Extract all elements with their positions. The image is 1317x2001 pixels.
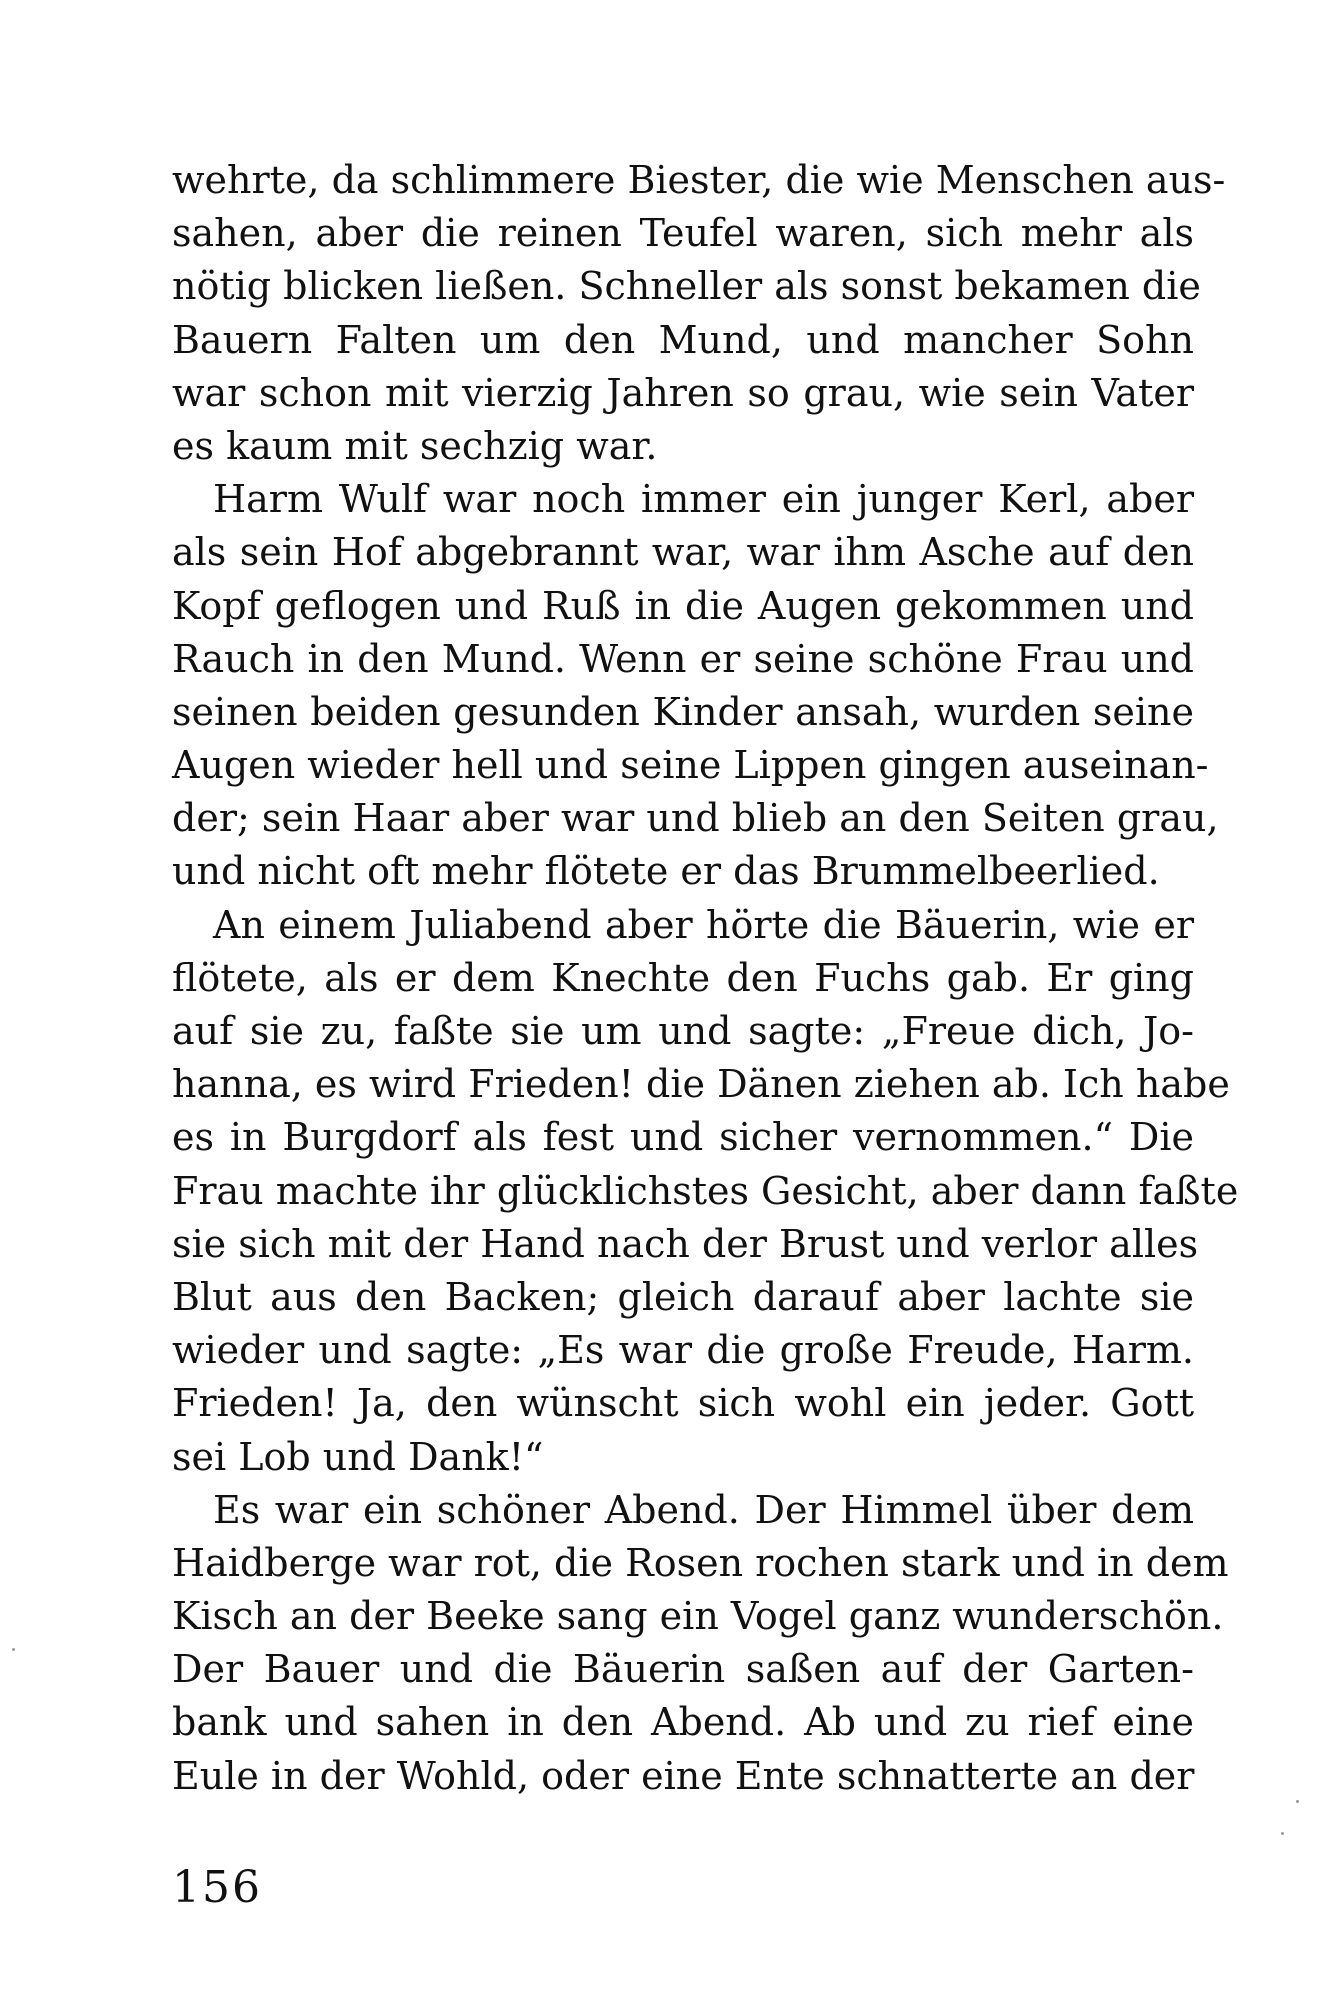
text-line: es kaum mit sechzig war. [172, 423, 658, 468]
text-line: nötig blicken ließen. Schneller als sonst bekamen die [172, 264, 1201, 309]
scan-speck [1296, 1800, 1299, 1803]
paragraph-2 [172, 473, 1219, 899]
text-line: seinen beiden gesunden Kinder ansah, wurden seine [172, 689, 1194, 734]
text-line: war schon mit vierzig Jahren so grau, wie sein Vater [172, 370, 1194, 415]
paragraph-1 [172, 154, 1226, 473]
text-line: Frieden! Ja, den wünscht sich wohl ein jeder. Gott [172, 1381, 1194, 1426]
text-line: wehrte, da schlimmere Biester, die wie Menschen aus- [172, 158, 1226, 202]
text-line: Kopf geflogen und Ruß in die Augen gekommen und [172, 583, 1194, 628]
text-line: auf sie zu, faßte sie um und sagte: „Freue dich, Jo- [172, 1009, 1194, 1053]
scan-speck [1281, 1832, 1284, 1835]
text-line: Bauern Falten um den Mund, und mancher Sohn [172, 317, 1194, 362]
text-line: und nicht oft mehr flötete er das Brummelbeerlied. [172, 849, 1160, 894]
text-line: als sein Hof abgebrannt war, war ihm Asche auf den [172, 530, 1194, 575]
text-line: sei Lob und Dank!“ [172, 1434, 544, 1479]
text-line: sie sich mit der Hand nach der Brust und verlor alles [172, 1221, 1199, 1266]
text-line: Augen wieder hell und seine Lippen gingen auseinan- [172, 743, 1209, 788]
text-line: Es war ein schöner Abend. Der Himmel über dem [213, 1487, 1194, 1532]
text-line: bank und sahen in den Abend. Ab und zu rief eine [172, 1700, 1194, 1745]
text-line: wieder und sagte: „Es war die große Freude, Harm. [172, 1328, 1194, 1373]
text-line: Blut aus den Backen; gleich darauf aber lachte sie [172, 1274, 1194, 1319]
text-line: der; sein Haar aber war und blieb an den Seiten grau, [172, 796, 1219, 841]
text-line: sahen, aber die reinen Teufel waren, sich mehr als [172, 211, 1194, 256]
page-body-text [172, 154, 1239, 1803]
text-line: Eule in der Wohld, oder eine Ente schnatterte an der [172, 1753, 1195, 1798]
text-line: hanna, es wird Frieden! die Dänen ziehen ab. Ich habe [172, 1062, 1230, 1107]
text-line: Frau machte ihr glücklichstes Gesicht, aber dann faßte [172, 1168, 1239, 1213]
paragraph-3 [172, 899, 1239, 1484]
text-line: Der Bauer und die Bäuerin saßen auf der Garten- [172, 1647, 1194, 1692]
text-line: Harm Wulf war noch immer ein junger Kerl, aber [213, 477, 1194, 522]
text-line: An einem Juliabend aber hörte die Bäuerin, wie er [213, 902, 1194, 947]
text-line: Rauch in den Mund. Wenn er seine schöne Frau und [172, 636, 1194, 681]
page-number: 156 [172, 1862, 262, 1913]
paragraph-4 [172, 1484, 1229, 1803]
text-line: Kisch an der Beeke sang ein Vogel ganz wunderschön. [172, 1594, 1224, 1639]
scan-speck [12, 1648, 15, 1651]
text-line: flötete, als er dem Knechte den Fuchs gab. Er ging [172, 955, 1194, 1000]
text-line: es in Burgdorf als fest und sicher vernommen.“ Die [172, 1115, 1194, 1160]
text-line: Haidberge war rot, die Rosen rochen stark und in dem [172, 1540, 1229, 1585]
